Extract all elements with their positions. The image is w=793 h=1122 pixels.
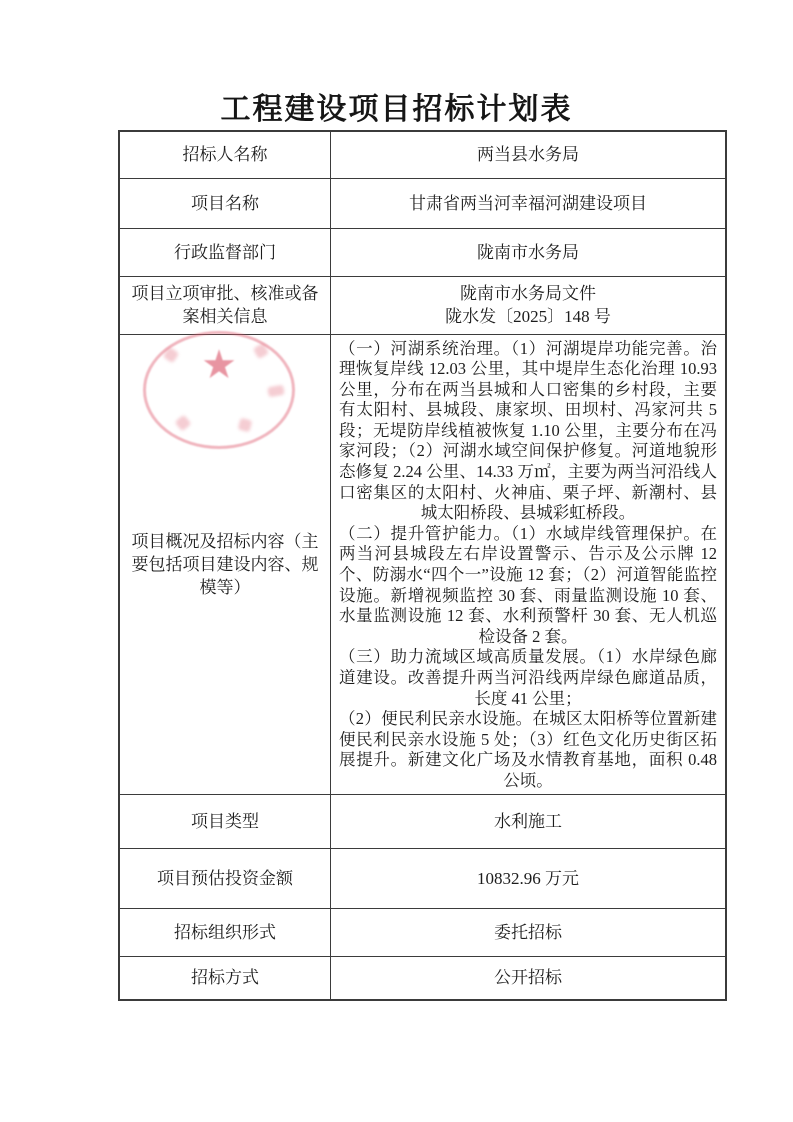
table-row-project-overview xyxy=(119,334,726,794)
row-value: 水利施工 xyxy=(331,794,727,848)
row-label: 招标组织形式 xyxy=(119,908,331,956)
content-paragraph: （三）助力流域区域高质量发展。（1）水岸绿色廊道建设。改善提升两当河沿线两岸绿色廊道品质，长度 41 公里； xyxy=(339,647,717,708)
bidding-plan-table xyxy=(118,130,727,1001)
row-label: 项目类型 xyxy=(119,794,331,848)
row-value: 甘肃省两当河幸福河湖建设项目 xyxy=(331,178,727,228)
table-row-project-type xyxy=(119,794,726,848)
page-title: 工程建设项目招标计划表 xyxy=(220,93,573,126)
value-line: 陇南市水务局文件 xyxy=(460,284,596,303)
table-row-organization-form xyxy=(119,908,726,956)
seal-star-icon: ★ xyxy=(201,342,237,388)
row-label: 项目概况及招标内容（主要包括项目建设内容、规模等） xyxy=(119,334,331,794)
row-label: 项目立项审批、核准或备案相关信息 xyxy=(119,276,331,334)
row-label: 行政监督部门 xyxy=(119,228,331,276)
content-paragraph: （2）便民利民亲水设施。在城区太阳桥等位置新建便民利民亲水设施 5 处；（3）红色文化历史街区拓展提升。新建文化广场及水情教育基地，面积 0.48 公顷。 xyxy=(339,709,717,790)
content-paragraph: （二）提升管护能力。（1）水域岸线管理保护。在两当河县城段左右岸设置警示、告示及公示牌 12 个、防溺水“四个一”设施 12 套；（2）河道智能监控设施。新增视频监控 30 套、雨量监测设施 10 套、水量监测设施 12 套、水利预警杆 30 套、无人机巡检设备 2 套。 xyxy=(339,523,717,646)
row-value: 公开招标 xyxy=(331,956,727,1000)
content-paragraph: （一）河湖系统治理。（1）河湖堤岸功能完善。治理恢复岸线 12.03 公里，其中堤岸生态化治理 10.93 公里，分布在两当县城和人口密集的乡村段，主要有太阳村、县城段、康家坝、田坝村、冯家河共 5 段；无堤防岸线植被恢复 1.10 公里，主要分布在冯家河段；（2）河湖水域空间保护修复。河道地貌形态修复 2.24 公里、14.33 万㎡，主要为两当河沿线人口密集区的太阳村、火神庙、栗子坪、新潮村、县城太阳桥段、县城彩虹桥段。 xyxy=(339,338,717,523)
table-row-bidding-method xyxy=(119,956,726,1000)
row-label: 招标人名称 xyxy=(119,131,331,178)
table-row-approval-info xyxy=(119,276,726,334)
table-row-supervising-department xyxy=(119,228,726,276)
table-body xyxy=(119,131,726,1000)
row-value: 10832.96 万元 xyxy=(331,848,727,908)
row-label: 招标方式 xyxy=(119,956,331,1000)
row-value: 两当县水务局 xyxy=(331,131,727,178)
table-row-estimated-investment xyxy=(119,848,726,908)
table-row-bidder-name xyxy=(119,131,726,178)
row-value: 陇南市水务局 xyxy=(331,228,727,276)
row-label: 项目预估投资金额 xyxy=(119,848,331,908)
row-value: 委托招标 xyxy=(331,908,727,956)
row-label: 项目名称 xyxy=(119,178,331,228)
row-value xyxy=(331,334,727,794)
value-line: 陇水发〔2025〕148 号 xyxy=(445,307,611,326)
row-value xyxy=(331,276,727,334)
table-row-project-name xyxy=(119,178,726,228)
